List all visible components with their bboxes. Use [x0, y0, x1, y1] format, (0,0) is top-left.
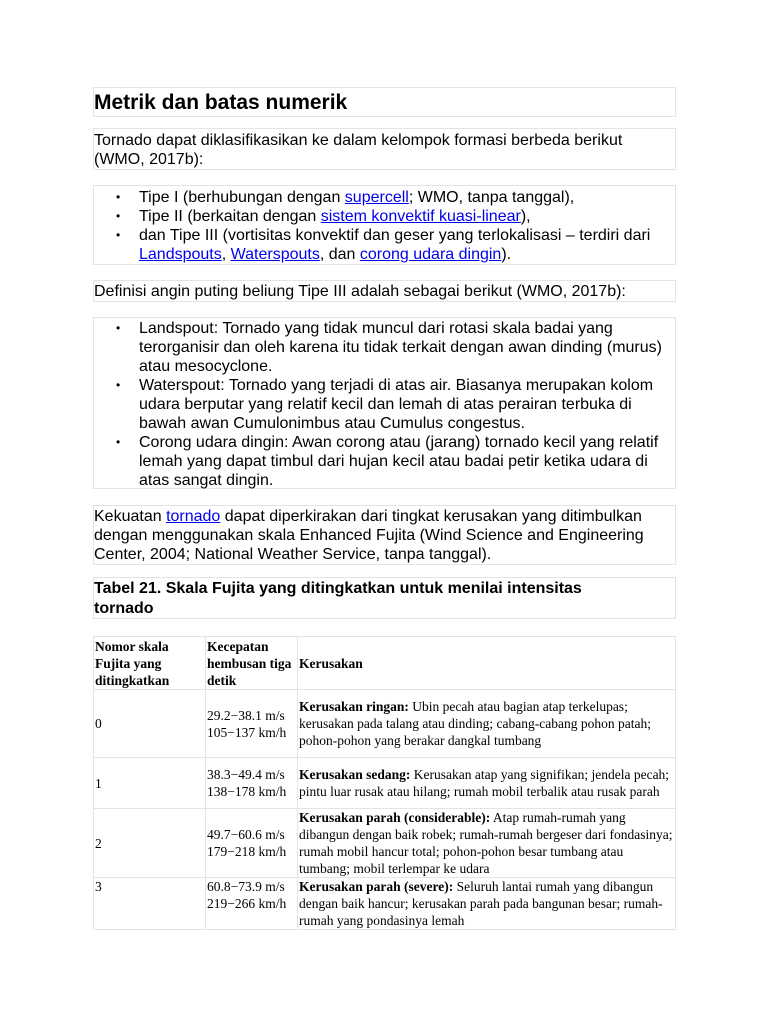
definitions-list-box	[93, 317, 676, 489]
page-heading-box	[93, 87, 676, 117]
table-title: Tabel 21. Skala Fujita yang ditingkatkan untuk menilai intensitas tornado	[94, 580, 582, 617]
list-item: • Landspout: Tornado yang tidak muncul dari rotasi skala badai yang terorganisir dan oleh karena itu tidak terkait dengan awan dinding (murus) atau mesocyclone.	[116, 320, 662, 375]
qlcs-link[interactable]: sistem konvektif kuasi-linear	[320, 208, 521, 225]
waterspouts-link[interactable]: Waterspouts	[230, 246, 320, 263]
table-row	[94, 690, 676, 758]
damage-cell: Kerusakan ringan: Ubin pecah atau bagian atap terkelupas; kerusakan pada talang atau dinding; cabang-cabang pohon patah; pohon-pohon yang berakar dangkal tumbang	[298, 690, 676, 758]
scale-cell: 2	[94, 809, 206, 878]
page-heading: Metrik dan batas numerik	[94, 91, 348, 114]
damage-cell: Kerusakan sedang: Kerusakan atap yang signifikan; jendela pecah; pintu luar rusak atau hilang; rumah mobil terbalik atau rusak parah	[298, 758, 676, 809]
definition-box	[93, 280, 676, 302]
speed-cell: 38.3−49.4 m/s 138−178 km/h	[206, 758, 298, 809]
tornado-link[interactable]: tornado	[166, 508, 221, 525]
intro-box	[93, 128, 676, 170]
strength-box	[93, 505, 676, 565]
types-list-box	[93, 185, 676, 265]
supercell-link[interactable]: supercell	[344, 189, 409, 206]
damage-cell: Kerusakan parah (severe): Seluruh lantai rumah yang dibangun dengan baik hancur; kerusakan parah pada bangunan besar; rumah-rumah yang pondasinya lemah	[298, 878, 676, 930]
list-item: • dan Tipe III (vortisitas konvektif dan geser yang terlokalisasi – terdiri dari Landspouts, Waterspouts, dan corong udara dingin).	[116, 227, 651, 263]
fujita-table	[93, 636, 676, 930]
speed-cell: 49.7−60.6 m/s 179−218 km/h	[206, 809, 298, 878]
list-item: • Tipe I (berhubungan dengan supercell; WMO, tanpa tanggal),	[116, 189, 575, 206]
header-speed: Kecepatan hembusan tiga detik	[206, 637, 298, 690]
scale-cell: 0	[94, 690, 206, 758]
intro-paragraph: Tornado dapat diklasifikasikan ke dalam kelompok formasi berbeda berikut (WMO, 2017b):	[94, 132, 623, 168]
landspouts-link[interactable]: Landspouts	[139, 246, 222, 263]
list-item: • Waterspout: Tornado yang terjadi di atas air. Biasanya merupakan kolom udara berputar yang relatif kecil dan lemah di atas perairan terbuka di bawah awan Cumulonimbus atau Cumulus congestus.	[116, 377, 654, 432]
table-row	[94, 878, 676, 930]
speed-cell: 29.2−38.1 m/s 105−137 km/h	[206, 690, 298, 758]
damage-cell: Kerusakan parah (considerable): Atap rumah-rumah yang dibangun dengan baik robek; rumah-rumah bergeser dari fondasinya; rumah mobil hancur total; pohon-pohon besar tumbang atau tumbang; mobil terlempar ke udara	[298, 809, 676, 878]
list-item: • Tipe II (berkaitan dengan sistem konvektif kuasi-linear),	[116, 208, 531, 225]
speed-cell: 60.8−73.9 m/s 219−266 km/h	[206, 878, 298, 930]
scale-cell: 3	[94, 878, 206, 930]
cold-air-funnel-link[interactable]: corong udara dingin	[359, 246, 502, 263]
table-header-row	[94, 637, 676, 690]
types-list	[94, 186, 675, 264]
table-row	[94, 758, 676, 809]
list-item: • Corong udara dingin: Awan corong atau (jarang) tornado kecil yang relatif lemah yang dapat timbul dari hujan kecil atau badai petir ketika udara di atas sangat dingin.	[116, 434, 659, 489]
strength-paragraph: Kekuatan tornado dapat diperkirakan dari tingkat kerusakan yang ditimbulkan dengan menggunakan skala Enhanced Fujita (Wind Science and Engineering Center, 2004; National Weather Service, tanpa tanggal).	[94, 508, 644, 563]
table-row	[94, 809, 676, 878]
definition-paragraph: Definisi angin puting beliung Tipe III adalah sebagai berikut (WMO, 2017b):	[94, 283, 626, 300]
scale-cell: 1	[94, 758, 206, 809]
table-title-box	[93, 577, 676, 619]
definitions-list	[94, 318, 675, 490]
header-scale: Nomor skala Fujita yang ditingkatkan	[94, 637, 206, 690]
header-damage: Kerusakan	[298, 637, 676, 690]
